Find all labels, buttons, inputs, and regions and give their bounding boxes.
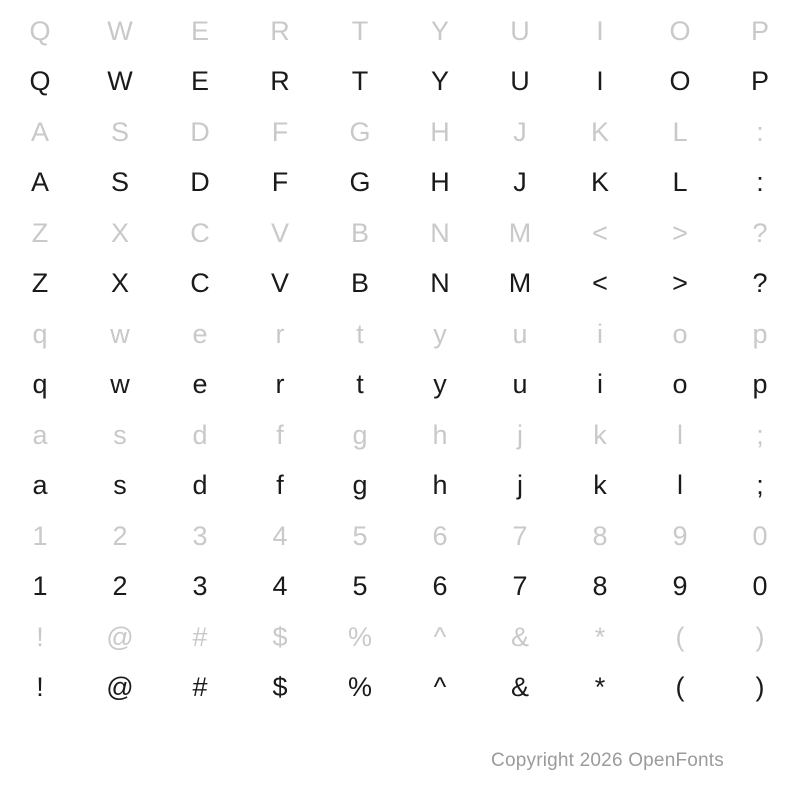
glyph-cell: o: [672, 369, 688, 399]
glyph-cell: Y: [430, 15, 449, 46]
glyph-row: [0, 662, 800, 713]
glyph-cell: h: [432, 470, 448, 500]
glyph-cell: #: [192, 672, 208, 702]
glyph-cell: Z: [31, 217, 49, 248]
glyph-cell: o: [672, 318, 688, 349]
glyph-row: [0, 208, 800, 258]
glyph-cell: ?: [752, 217, 768, 248]
glyph-cell: ?: [752, 268, 768, 298]
glyph-cell: k: [593, 470, 607, 500]
glyph-cell: y: [433, 369, 447, 399]
glyph-cell: M: [508, 217, 532, 248]
glyph-cell: ^: [433, 621, 447, 652]
glyph-cell: f: [276, 470, 284, 500]
glyph-cell: 1: [32, 571, 48, 601]
glyph-row: [0, 157, 800, 208]
glyph-cell: $: [272, 672, 288, 702]
glyph-cell: 1: [32, 520, 48, 551]
glyph-cell: 8: [592, 520, 608, 551]
glyph-row: [0, 6, 800, 56]
glyph-cell: C: [190, 268, 210, 298]
glyph-cell: i: [597, 318, 603, 349]
glyph-cell: d: [192, 419, 208, 450]
glyph-cell: r: [275, 369, 285, 399]
glyph-cell: G: [349, 167, 371, 197]
glyph-cell: K: [590, 116, 609, 147]
glyph-row: [0, 359, 800, 410]
glyph-cell: 2: [112, 520, 128, 551]
glyph-cell: P: [750, 66, 769, 96]
glyph-cell: W: [107, 15, 133, 46]
glyph-cell: ^: [433, 672, 447, 702]
glyph-row: [0, 460, 800, 511]
glyph-cell: ): [755, 672, 765, 702]
glyph-cell: F: [271, 116, 289, 147]
glyph-cell: I: [596, 15, 604, 46]
glyph-cell: B: [350, 217, 369, 248]
glyph-cell: t: [356, 318, 364, 349]
glyph-row: [0, 561, 800, 612]
glyph-cell: 2: [112, 571, 128, 601]
glyph-cell: %: [347, 672, 372, 702]
glyph-cell: 5: [352, 571, 368, 601]
glyph-cell: a: [32, 419, 48, 450]
glyph-cell: u: [512, 318, 528, 349]
glyph-cell: 7: [512, 520, 528, 551]
glyph-cell: &: [510, 672, 529, 702]
glyph-cell: S: [110, 116, 129, 147]
glyph-cell: E: [190, 66, 209, 96]
glyph-cell: q: [32, 369, 48, 399]
glyph-cell: (: [675, 621, 685, 652]
glyph-cell: U: [510, 15, 530, 46]
glyph-cell: Q: [29, 15, 51, 46]
glyph-cell: 6: [432, 571, 448, 601]
glyph-cell: R: [270, 66, 290, 96]
glyph-cell: 4: [272, 520, 288, 551]
glyph-cell: !: [36, 621, 44, 652]
glyph-cell: G: [349, 116, 371, 147]
glyph-cell: w: [110, 369, 130, 399]
glyph-cell: #: [192, 621, 208, 652]
glyph-cell: 5: [352, 520, 368, 551]
glyph-cell: 3: [192, 520, 208, 551]
glyph-cell: *: [594, 672, 606, 702]
glyph-cell: J: [513, 116, 527, 147]
glyph-cell: u: [512, 369, 528, 399]
glyph-row: [0, 56, 800, 107]
glyph-cell: <: [592, 268, 608, 298]
glyph-row: [0, 258, 800, 309]
glyph-cell: S: [110, 167, 129, 197]
glyph-cell: p: [752, 318, 768, 349]
glyph-cell: T: [351, 66, 369, 96]
glyph-cell: U: [510, 66, 530, 96]
glyph-cell: e: [192, 369, 208, 399]
glyph-cell: s: [113, 419, 127, 450]
glyph-cell: ;: [756, 419, 764, 450]
glyph-cell: 9: [672, 571, 688, 601]
glyph-cell: t: [356, 369, 364, 399]
glyph-cell: ): [755, 621, 765, 652]
glyph-cell: 0: [752, 571, 768, 601]
glyph-cell: s: [113, 470, 127, 500]
glyph-cell: N: [430, 268, 450, 298]
glyph-cell: D: [190, 116, 210, 147]
glyph-cell: @: [106, 621, 134, 652]
glyph-cell: N: [430, 217, 450, 248]
glyph-cell: 0: [752, 520, 768, 551]
glyph-cell: w: [110, 318, 130, 349]
glyph-cell: $: [272, 621, 288, 652]
glyph-cell: r: [275, 318, 285, 349]
glyph-cell: e: [192, 318, 208, 349]
glyph-cell: J: [513, 167, 527, 197]
glyph-cell: L: [672, 116, 688, 147]
glyph-row: [0, 410, 800, 460]
glyph-cell: O: [669, 66, 691, 96]
glyph-cell: (: [675, 672, 685, 702]
glyph-cell: K: [590, 167, 609, 197]
glyph-cell: k: [593, 419, 607, 450]
glyph-cell: T: [351, 15, 369, 46]
copyright-notice: Copyright 2026 OpenFonts: [491, 750, 724, 771]
glyph-cell: a: [32, 470, 48, 500]
glyph-cell: g: [352, 470, 368, 500]
glyph-row: [0, 107, 800, 157]
glyph-cell: A: [30, 116, 49, 147]
glyph-cell: g: [352, 419, 368, 450]
glyph-cell: j: [517, 419, 523, 450]
glyph-cell: M: [508, 268, 532, 298]
glyph-cell: <: [592, 217, 608, 248]
glyph-cell: 9: [672, 520, 688, 551]
glyph-cell: I: [596, 66, 604, 96]
glyph-cell: :: [756, 167, 764, 197]
glyph-cell: O: [669, 15, 691, 46]
glyph-cell: W: [107, 66, 133, 96]
glyph-cell: B: [350, 268, 369, 298]
glyph-cell: %: [347, 621, 372, 652]
glyph-cell: &: [510, 621, 529, 652]
glyph-cell: Y: [430, 66, 449, 96]
glyph-cell: F: [271, 167, 289, 197]
glyph-row: [0, 511, 800, 561]
glyph-cell: E: [190, 15, 209, 46]
glyph-cell: P: [750, 15, 769, 46]
glyph-cell: >: [672, 217, 688, 248]
glyph-cell: l: [677, 470, 683, 500]
glyph-row: [0, 612, 800, 662]
glyph-cell: V: [270, 217, 289, 248]
glyph-cell: A: [30, 167, 49, 197]
glyph-cell: d: [192, 470, 208, 500]
glyph-cell: Z: [31, 268, 49, 298]
glyph-cell: !: [36, 672, 44, 702]
glyph-cell: q: [32, 318, 48, 349]
glyph-cell: H: [430, 116, 450, 147]
glyph-cell: 7: [512, 571, 528, 601]
glyph-cell: C: [190, 217, 210, 248]
glyph-row: [0, 309, 800, 359]
glyph-cell: j: [517, 470, 523, 500]
glyph-cell: *: [594, 621, 606, 652]
glyph-cell: ;: [756, 470, 764, 500]
glyph-cell: Q: [29, 66, 51, 96]
glyph-cell: 3: [192, 571, 208, 601]
glyph-cell: f: [276, 419, 284, 450]
glyph-cell: 8: [592, 571, 608, 601]
glyph-cell: D: [190, 167, 210, 197]
glyph-cell: l: [677, 419, 683, 450]
glyph-cell: H: [430, 167, 450, 197]
glyph-cell: i: [597, 369, 603, 399]
glyph-cell: @: [106, 672, 134, 702]
glyph-cell: R: [270, 15, 290, 46]
glyph-cell: L: [672, 167, 688, 197]
glyph-cell: 6: [432, 520, 448, 551]
glyph-cell: h: [432, 419, 448, 450]
glyph-cell: p: [752, 369, 768, 399]
glyph-cell: X: [110, 217, 129, 248]
glyph-cell: y: [433, 318, 447, 349]
glyph-cell: X: [110, 268, 129, 298]
glyph-cell: >: [672, 268, 688, 298]
glyph-cell: V: [270, 268, 289, 298]
glyph-cell: :: [756, 116, 764, 147]
glyph-cell: 4: [272, 571, 288, 601]
